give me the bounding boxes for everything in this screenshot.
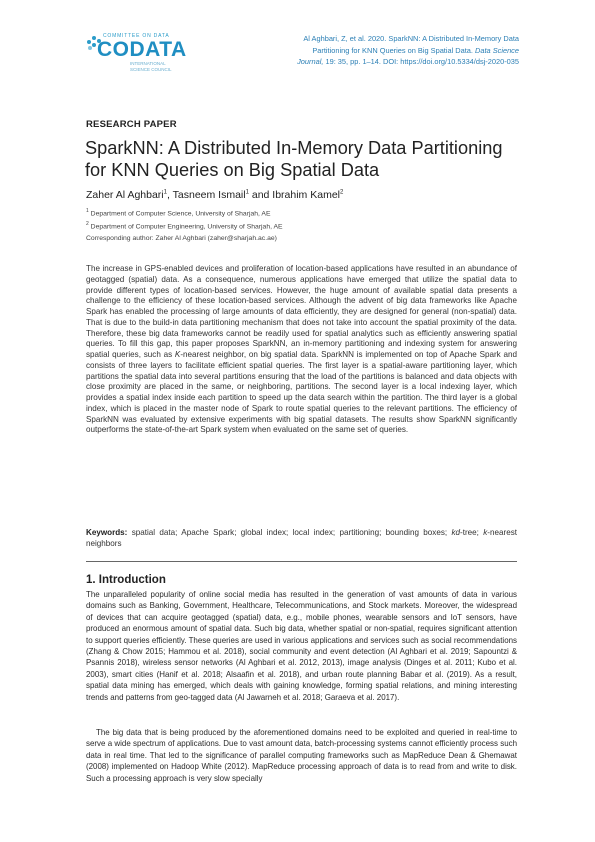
affiliation-1 [86, 208, 271, 217]
abstract-text-2: -nearest neighbor, on big spatial data. SparkNN is implemented on top of Apache Spark and consists of three layers to facilitate efficient spatial queries. The first layer is a spatial-aware partitioning layer, which partitions the spatial data into several partitions ensuring that the load of the partitions is balanced and data objects with close proximity are placed in the same, or neighboring, partitions. The second layer is a local indexing layer, which provides a spatial index inside each partition to speed up the data search within the partition. The third layer is a global index, which is placed in the master node of Spark to route spatial queries to the relevant partitions. The efficiency of SparkNN was evaluated by extensive experiments with big spatial datasets. The results show SparkNN significantly outperforms the state-of-the-art Spark system when evaluated on the same set of queries. [86, 350, 517, 435]
keywords-italic-kd: kd [451, 528, 461, 537]
title-line-2: for KNN Queries on Big Spatial Data [85, 160, 380, 180]
author-separator-1: , [166, 189, 173, 201]
citation-line2: Partitioning for KNN Queries on Big Spatial Data. [312, 45, 473, 55]
author-separator-2: and [248, 189, 273, 201]
corresponding-author: Corresponding author: Zaher Al Aghbari (zaher@sharjah.ac.ae) [86, 235, 277, 242]
logo-wordmark: CODATA [97, 38, 187, 61]
author-list [86, 189, 343, 201]
keywords-text-3: -nearest neighbors [86, 528, 517, 548]
keywords-italic-k: k [483, 528, 488, 537]
affiliation-2 [86, 221, 283, 230]
author-3: Ibrahim Kamel [272, 189, 340, 201]
citation-block [269, 33, 519, 68]
paper-type-label: RESEARCH PAPER [86, 119, 177, 130]
author-2: Tasneem Ismail [172, 189, 246, 201]
logo-small-text: COMMITTEE ON DATA [103, 33, 170, 39]
section-heading-introduction: 1. Introduction [86, 574, 166, 586]
author-1: Zaher Al Aghbari [86, 189, 164, 201]
author-1-affiliation-mark: 1 [163, 189, 167, 196]
keywords-text-1: spatial data; Apache Spark; global index; local index; partitioning; bounding boxes; [127, 528, 452, 537]
logo-subtext-1: INTERNATIONAL [130, 61, 166, 66]
codata-logo [85, 32, 195, 74]
title-line-1: SparkNN: A Distributed In-Memory Data Partitioning [85, 138, 503, 158]
logo-subtext-2: SCIENCE COUNCIL [130, 67, 172, 72]
affiliation-2-text: Department of Computer Engineering, University of Sharjah, AE [88, 223, 283, 231]
citation-journal-part2: Journal, [297, 57, 324, 66]
citation-journal-part1: Data Science [475, 45, 519, 55]
abstract-text-1: The increase in GPS-enabled devices and proliferation of location-based applications have resulted in an abundance of geotagged (spatial) data. As a consequence, numerous applications have emerged that utilize the spatial data to provide different types of location-based services. However, the huge amount of available spatial data presents a challenge to the efficiency of these location-based services. Although the advent of big data frameworks like Apache Spark has enabled the processing of large amounts of data efficiently, they are designed for general (non-spatial) data. That is due to the build-in data partitioning mechanism that does not take into account the spatial proximity of the data. Therefore, these big data frameworks cannot be readily used for spatial analytics such as efficiently answering spatial queries. To fill this gap, this paper proposes SparkNN, an in-memory partitioning and indexing system for answering spatial queries, such as [86, 264, 517, 359]
citation-line1: Al Aghbari, Z, et al. 2020. SparkNN: A Distributed In-Memory Data [303, 34, 519, 43]
paper-title [85, 137, 525, 181]
abstract [86, 264, 517, 436]
author-2-affiliation-mark: 1 [245, 189, 249, 196]
abstract-italic-k: K [174, 350, 181, 359]
keywords-label: Keywords: [86, 528, 128, 537]
affiliation-1-mark: 1 [86, 208, 89, 214]
keywords-text-2: -tree; [460, 528, 484, 537]
affiliation-2-mark: 2 [86, 221, 89, 227]
intro-paragraph-2: The big data that is being produced by the aforementioned domains need to be exploited and queried in real-time to serve a wide spectrum of applications. Due to vast amount data, batch-processing systems cannot efficiently process such data in real time. That led to the significance of parallel computing frameworks such as MapReduce Dean & Ghemawat (2008) implemented on Hadoop White (2012). MapReduce processing approach of data is to read from and write to disk. Such a processing approach is very slow specially [86, 728, 517, 783]
section-divider [86, 561, 517, 562]
intro-paragraph-1: The unparalleled popularity of online social media has resulted in the generation of vast amounts of data in various domains such as Banking, Government, Healthcare, Telecommunications, and Stock markets. Moreover, the widespread of devices that can acquire geotagged (spatial) data, e.g., mobile phones, wearable sensors and IoT sensors, have produced an enormous amount of spatial data. Such big data, whether spatial or non-spatial, requires significant attention to support queries efficiently. These queries are used in various applications and services such as social recommendations (Zhang & Chow 2015; Hammou et al. 2018), social community and event detection (Al Aghbari et al. 2019; Sapountzi & Psannis 2018), wireless sensor networks (Al Aghbari et al. 2012, 2013), image analysis (Dinges et al. 2011; Kubo et al. 2003), smart cities (Hanif et al. 2018; Alsaafin et al. 2018), and urban route planning Babar et al. (2019). As a result, spatial data mining has emerged, which deals with gaining knowledge, forming spatial relations, and mining interesting trends and patterns from geo-tagged data (Al Jawarneh et al. 2018; Garaeva et al. 2017). [86, 590, 517, 702]
affiliation-1-text: Department of Computer Science, University of Sharjah, AE [88, 210, 271, 218]
citation-doi-line[interactable]: 19: 35, pp. 1–14. DOI: https://doi.org/10.5334/dsj-2020-035 [325, 57, 519, 66]
keywords [86, 527, 517, 549]
author-3-affiliation-mark: 2 [340, 189, 344, 196]
